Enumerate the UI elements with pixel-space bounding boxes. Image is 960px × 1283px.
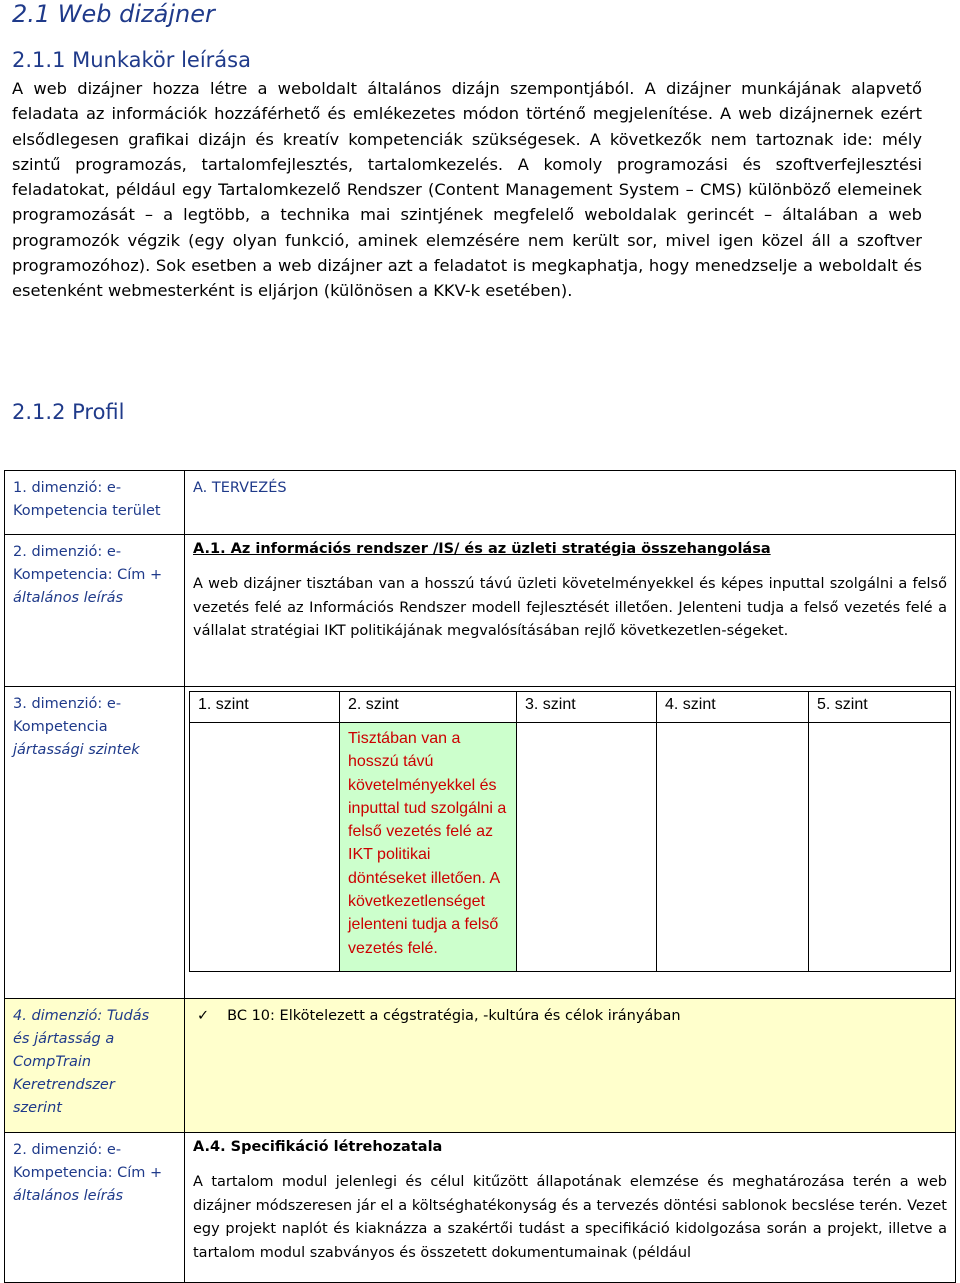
- level-5-content: [809, 723, 951, 972]
- dimension-2-label-line: 2. dimenzió: e-: [13, 544, 122, 560]
- section-heading: 2.1 Web dizájner: [12, 0, 215, 28]
- competence-area-value: [185, 471, 956, 535]
- dimension-2-label-line: általános leírás: [13, 590, 124, 606]
- dimension-3-label-line: 3. dimenzió: e-: [13, 696, 122, 712]
- level-4-header: 4. szint: [657, 692, 809, 723]
- dimension-4-label-line: 4. dimenzió: Tudás: [13, 1008, 150, 1024]
- dimension-3-label-line: jártassági szintek: [13, 742, 140, 758]
- competence-description-second: A tartalom modul jelenlegi és célul kitűzött állapotának elemzése és meghatározása terén a web dizájner módszeresen jár el a költséghatékonyság és a tervezés döntési sablonok becslése terén. Vezet egy projekt naplót és kiaknázza a szakértői tudást a specifikáció kidolgozása során a projekt, illetve a tartalom modul szabványos és összetett dokumentumainak (például: [193, 1174, 947, 1261]
- dimension-4-label-line: CompTrain: [13, 1054, 92, 1070]
- level-3-content: [517, 723, 657, 972]
- dimension-1-label-line: 1. dimenzió: e-: [13, 480, 122, 496]
- dimension-1-row: [5, 471, 956, 535]
- level-5-header: 5. szint: [809, 692, 951, 723]
- knowledge-item: [193, 1005, 947, 1028]
- levels-header-row: [190, 692, 951, 723]
- level-2-header: 2. szint: [340, 692, 517, 723]
- knowledge-skills-cell: [185, 999, 956, 1133]
- competence-description-cell-second: [185, 1133, 956, 1283]
- dimension-2-label-line: általános leírás: [13, 1188, 124, 1204]
- competence-area-text: A. TERVEZÉS: [193, 480, 287, 496]
- dimension-3-label-line: Kompetencia: [13, 719, 108, 735]
- competence-description-cell: [185, 535, 956, 687]
- proficiency-levels-cell: [185, 687, 956, 999]
- proficiency-levels-table: [189, 691, 951, 972]
- dimension-2-label-line: Kompetencia: Cím +: [13, 567, 163, 583]
- dimension-3-row: [5, 687, 956, 999]
- dimension-2-label-second: [5, 1133, 185, 1283]
- knowledge-item-text: BC 10: Elkötelezett a cégstratégia, -kultúra és célok irányában: [227, 1008, 681, 1024]
- dimension-1-label: [5, 471, 185, 535]
- level-2-content: [340, 723, 517, 972]
- competence-title: A.1. Az információs rendszer /IS/ és az üzleti stratégia összehangolása: [193, 541, 771, 557]
- dimension-2-label-line: 2. dimenzió: e-: [13, 1142, 122, 1158]
- subsection-heading-profile: 2.1.2 Profil: [12, 400, 125, 424]
- competence-description: A web dizájner tisztában van a hosszú távú üzleti követelményekkel és képes inputtal szolgálni a felső vezetés felé az Információs Rendszer modell fejlesztését illetően. Jelenteni tudja a felső vezetés felé a vállalat stratégiai IKT politikájának megvalósításában rejlő következetlen-ségeket.: [193, 576, 947, 639]
- dimension-2-label: [5, 535, 185, 687]
- dimension-4-label-line: Keretrendszer: [13, 1077, 115, 1093]
- levels-content-row: [190, 723, 951, 972]
- job-description-paragraph: A web dizájner hozza létre a weboldalt általános dizájn szempontjából. A dizájner munkájának alapvető feladata az információk hozzáférhető és emlékezetes módon történő megjelenítése. A web dizájnernek ezért elsődlegesen grafikai dizájn és kreatív kompetenciák szükségesek. A következők nem tartoznak ide: mély szintű programozás, tartalomfejlesztés, tartalomkezelés. A komoly programozási és szoftverfejlesztési feladatokat, például egy Tartalomkezelő Rendszer (Content Management System – CMS) különböző elemeinek programozását – a legtöbb, a technika mai szintjének megfelelő weboldalak gerincét – általában a web programozók végzik (egy olyan funkció, aminek elemzésére nem került sor, mivel igen közel áll a szoftver programozóhoz). Sok esetben a web dizájner azt a feladatot is megkaphatja, hogy menedzselje a weboldalt és esetenként webmesterként is eljárjon (különösen a KKV-k esetében).: [12, 79, 922, 301]
- competence-title-second: A.4. Specifikáció létrehozatala: [193, 1139, 443, 1155]
- level-2-description: Tisztában van a hosszú távú követelményekkel és inputtal tud szolgálni a felső vezetés felé az IKT politikai döntéseket illetően. A következetlenséget jelenteni tudja a felső vezetés felé.: [348, 730, 507, 957]
- dimension-3-label: [5, 687, 185, 999]
- dimension-2-row-second: [5, 1133, 956, 1283]
- level-4-content: [657, 723, 809, 972]
- level-1-content: [190, 723, 340, 972]
- level-3-header: 3. szint: [517, 692, 657, 723]
- level-1-header: 1. szint: [190, 692, 340, 723]
- dimension-1-label-line: Kompetencia terület: [13, 503, 161, 519]
- dimension-4-label-line: szerint: [13, 1100, 62, 1116]
- profile-table: [4, 470, 956, 1283]
- dimension-4-label: [5, 999, 185, 1133]
- dimension-2-label-line: Kompetencia: Cím +: [13, 1165, 163, 1181]
- dimension-4-label-line: és jártasság a: [13, 1031, 115, 1047]
- subsection-heading-job-description: 2.1.1 Munkakör leírása: [12, 48, 251, 72]
- dimension-4-row: [5, 999, 956, 1133]
- checkmark-icon: ✓: [197, 1008, 210, 1024]
- dimension-2-row: [5, 535, 956, 687]
